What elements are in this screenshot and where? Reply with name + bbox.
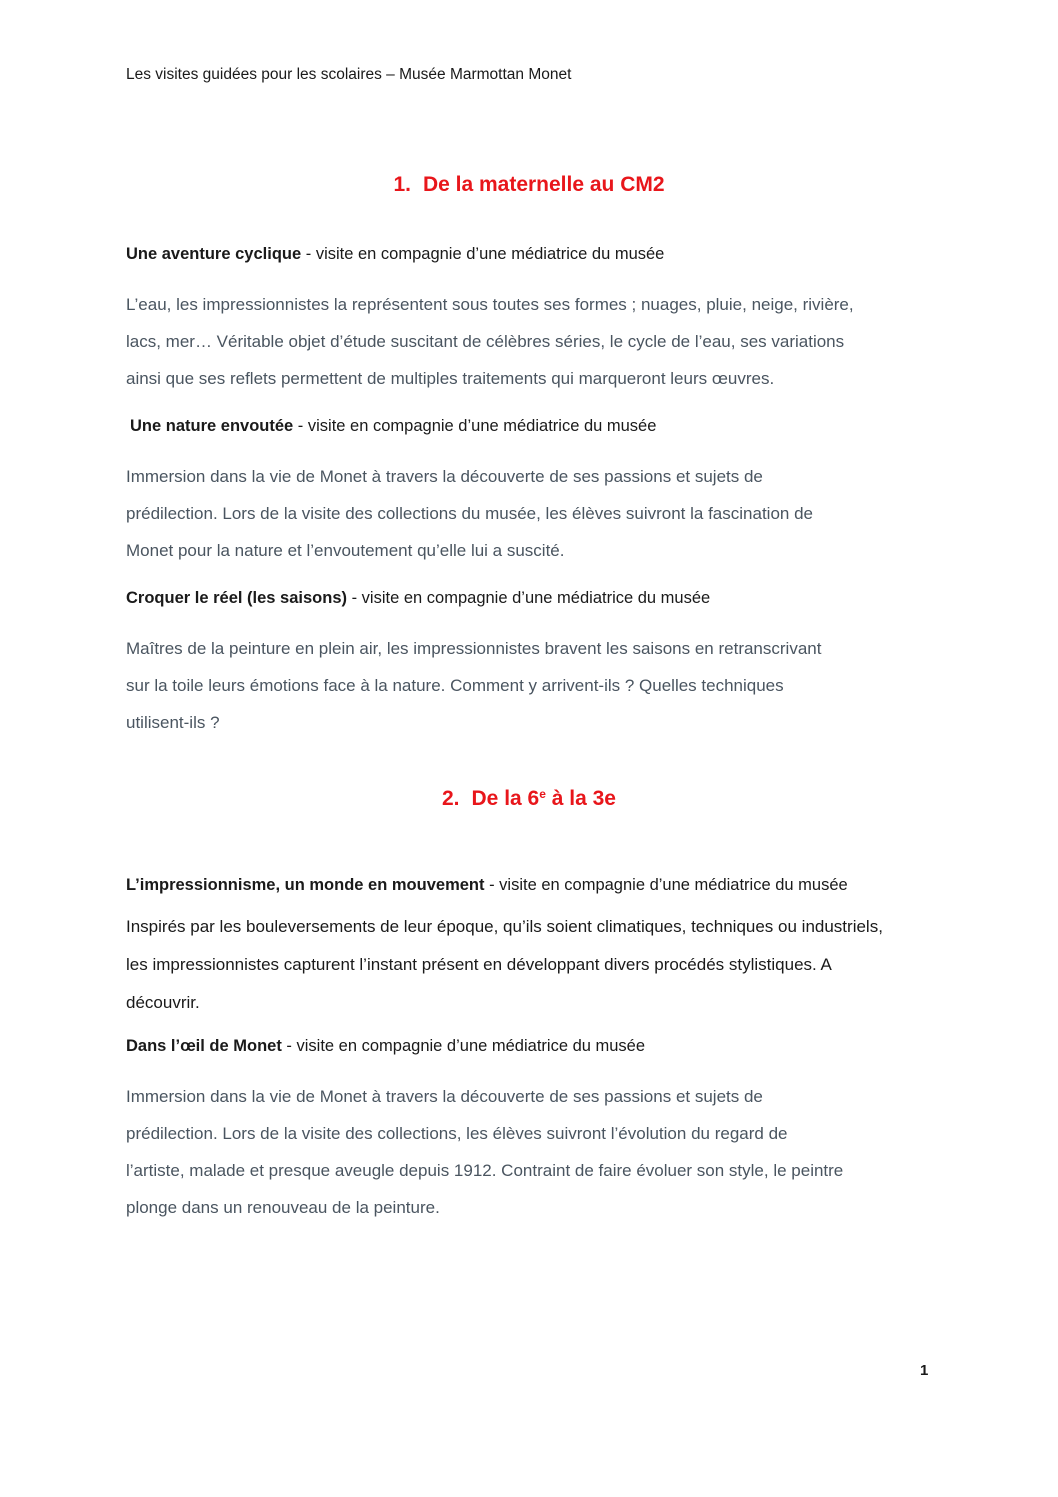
description-line: Inspirés par les bouleversements de leur époque, qu’ils soient climatiques, techniques ou industriels,	[126, 917, 883, 936]
visit-description-nature-envoutee	[126, 458, 956, 569]
section-number: 2.	[442, 787, 460, 810]
description-line: découvrir.	[126, 993, 200, 1012]
description-line: les impressionnistes capturent l’instant présent en développant divers procédés stylistiques. A	[126, 955, 832, 974]
visit-title-croquer-le-reel	[126, 589, 710, 608]
description-line: Immersion dans la vie de Monet à travers la découverte de ses passions et sujets de	[126, 467, 763, 486]
section-title: De la 6	[471, 787, 540, 810]
visit-name: L’impressionnisme, un monde en mouvement	[126, 876, 485, 894]
visit-subtitle: - visite en compagnie d’une médiatrice du musée	[347, 589, 711, 607]
visit-title-oeil-de-monet	[126, 1037, 645, 1056]
description-line: l’artiste, malade et presque aveugle depuis 1912. Contraint de faire évoluer son style, le peintre	[126, 1161, 844, 1180]
running-header: Les visites guidées pour les scolaires – Musée Marmottan Monet	[126, 66, 572, 83]
visit-description-oeil-de-monet	[126, 1078, 956, 1226]
visit-title-nature-envoutee	[130, 417, 656, 436]
visit-name: Une aventure cyclique	[126, 245, 302, 263]
section-title: De la maternelle au CM2	[422, 173, 665, 196]
visit-title-aventure-cyclique	[126, 245, 664, 264]
section-number: 1.	[393, 173, 411, 196]
description-line: plonge dans un renouveau de la peinture.	[126, 1198, 440, 1217]
description-line: Maîtres de la peinture en plein air, les impressionnistes bravent les saisons en retranscrivant	[126, 639, 822, 658]
description-line: Monet pour la nature et l’envoutement qu’elle lui a suscité.	[126, 541, 565, 560]
description-line: sur la toile leurs émotions face à la nature. Comment y arrivent-ils ? Quelles techniques	[126, 676, 784, 695]
description-line: prédilection. Lors de la visite des collections du musée, les élèves suivront la fascination de	[126, 504, 813, 523]
description-line: utilisent-ils ?	[126, 713, 220, 732]
description-line: Immersion dans la vie de Monet à travers la découverte de ses passions et sujets de	[126, 1087, 763, 1106]
section-title-end: à la 3e	[545, 787, 616, 810]
visit-name: Croquer le réel (les saisons)	[126, 589, 348, 607]
section-heading-1	[0, 173, 1058, 197]
description-line: L’eau, les impressionnistes la représentent sous toutes ses formes ; nuages, pluie, neige, rivière,	[126, 295, 854, 314]
superscript: e	[539, 787, 546, 801]
visit-subtitle: - visite en compagnie d’une médiatrice du musée	[293, 417, 657, 435]
section-heading-2	[0, 787, 1058, 811]
visit-subtitle: - visite en compagnie d’une médiatrice du musée	[301, 245, 665, 263]
description-line: lacs, mer… Véritable objet d’étude suscitant de célèbres séries, le cycle de l’eau, ses variations	[126, 332, 845, 351]
visit-name: Une nature envoutée	[130, 417, 294, 435]
visit-description-aventure-cyclique	[126, 286, 956, 397]
visit-title-monde-en-mouvement	[126, 876, 848, 895]
visit-subtitle: - visite en compagnie d’une médiatrice du musée	[484, 876, 848, 894]
visit-description-monde-en-mouvement	[126, 908, 956, 1022]
description-line: prédilection. Lors de la visite des collections, les élèves suivront l’évolution du regard de	[126, 1124, 788, 1143]
page-number: 1	[920, 1362, 929, 1379]
description-line: ainsi que ses reflets permettent de multiples traitements qui marqueront leurs œuvres.	[126, 369, 775, 388]
visit-subtitle: - visite en compagnie d’une médiatrice du musée	[281, 1037, 646, 1055]
visit-description-croquer-le-reel	[126, 630, 956, 741]
visit-name: Dans l’œil de Monet	[126, 1037, 282, 1055]
